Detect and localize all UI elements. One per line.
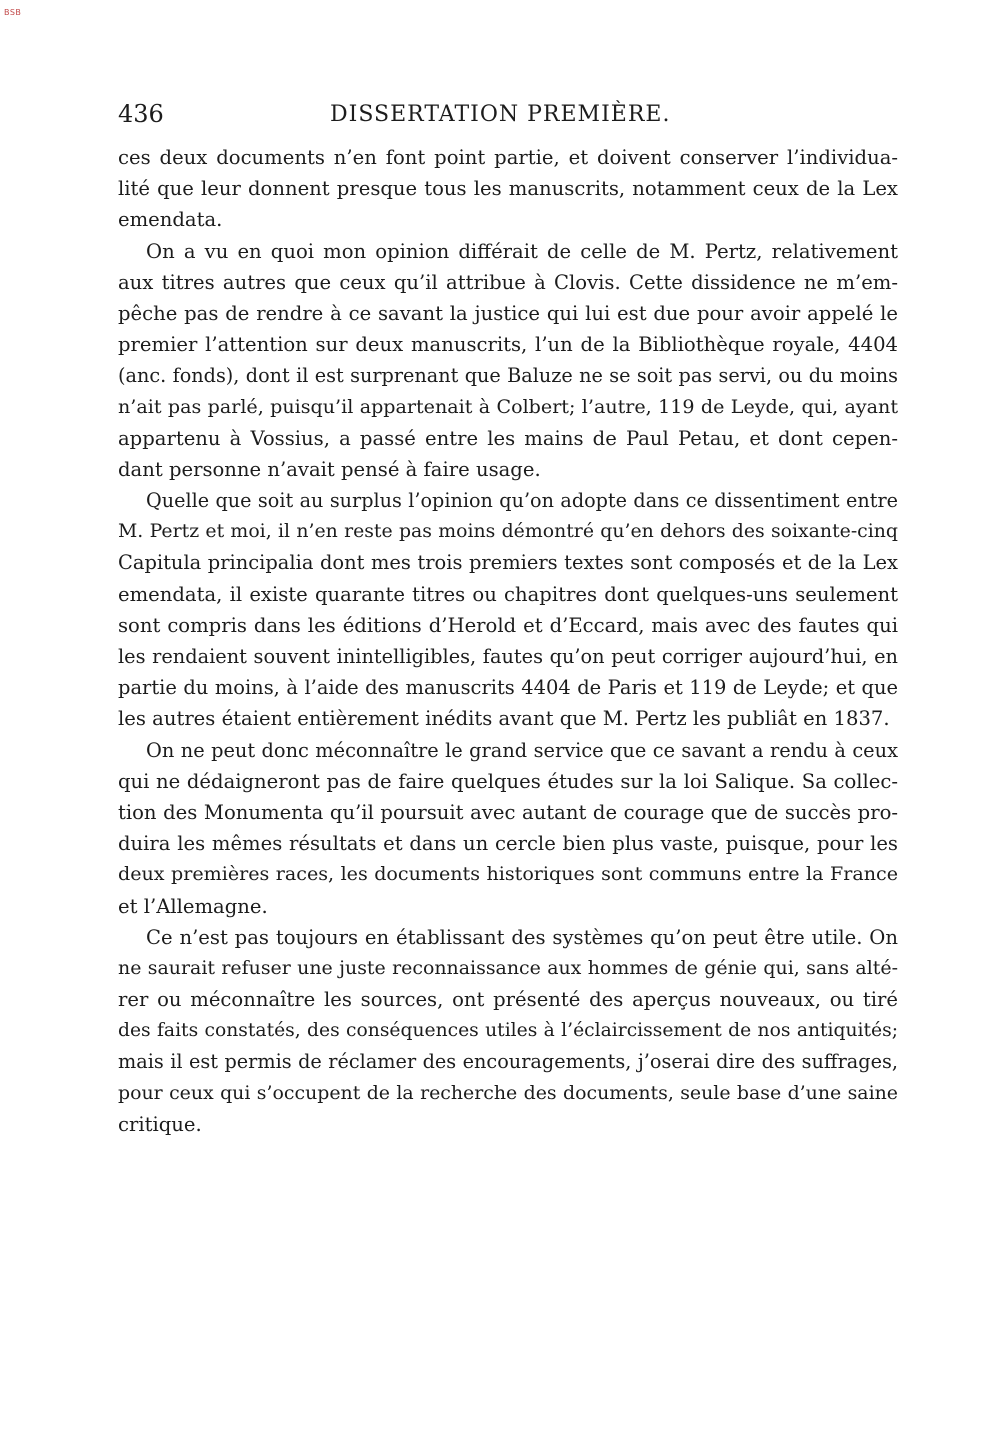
- text-line: lité que leur donnent presque tous les manuscrits, notamment ceux de la Lex: [118, 177, 898, 201]
- text-line: partie du moins, à l’aide des manuscrits 4404 de Paris et 119 de Leyde; et que: [118, 676, 898, 700]
- text-line: pêche pas de rendre à ce savant la justice qui lui est due pour avoir appelé le: [118, 301, 898, 325]
- text-line: Quelle que soit au surplus l’opinion qu’on adopte dans ce dissentiment entre: [146, 489, 898, 513]
- text-line: n’ait pas parlé, puisqu’il appartenait à Colbert; l’autre, 119 de Leyde, qui, ayant: [118, 395, 898, 418]
- text-line: Ce n’est pas toujours en établissant des systèmes qu’on peut être utile. On: [146, 925, 898, 949]
- text-line: pour ceux qui s’occupent de la recherche des documents, seule base d’une saine: [118, 1081, 898, 1104]
- text-line: On ne peut donc méconnaître le grand service que ce savant a rendu à ceux: [146, 738, 898, 762]
- text-line: (anc. fonds), dont il est surprenant que Baluze ne se soit pas servi, ou du moins: [118, 364, 898, 388]
- text-line: appartenu à Vossius, a passé entre les mains de Paul Petau, et dont cepen-: [118, 426, 898, 450]
- page-number: 436: [118, 100, 164, 128]
- text-line: tion des Monumenta qu’il poursuit avec autant de courage que de succès pro-: [118, 800, 898, 824]
- text-line: aux titres autres que ceux qu’il attribue à Clovis. Cette dissidence ne m’em-: [118, 270, 898, 294]
- text-line: les rendaient souvent inintelligibles, fautes qu’on peut corriger aujourd’hui, en: [118, 645, 898, 668]
- text-line: M. Pertz et moi, il n’en reste pas moins démontré qu’en dehors des soixante-cinq: [118, 520, 898, 543]
- text-line: premier l’attention sur deux manuscrits, l’un de la Bibliothèque royale, 4404: [118, 333, 898, 357]
- text-line: emendata, il existe quarante titres ou chapitres dont quelques-uns seulement: [118, 582, 898, 606]
- text-line: deux premières races, les documents historiques sont communs entre la France: [118, 863, 898, 886]
- text-line: ces deux documents n’en font point partie, et doivent conserver l’individua-: [118, 146, 898, 169]
- text-line: emendata.: [118, 208, 223, 232]
- text-line: Capitula principalia dont mes trois premiers textes sont composés et de la Lex: [118, 551, 898, 575]
- text-line: sont compris dans les éditions d’Herold et d’Eccard, mais avec des fautes qui: [118, 613, 898, 637]
- text-line: dant personne n’avait pensé à faire usage.: [118, 457, 541, 481]
- text-line: et l’Allemagne.: [118, 894, 268, 918]
- library-stamp: BSB: [4, 8, 22, 17]
- text-line: mais il est permis de réclamer des encouragements, j’oserai dire des suffrages,: [118, 1050, 898, 1074]
- text-line: ne saurait refuser une juste reconnaissance aux hommes de génie qui, sans alté-: [118, 956, 898, 979]
- page-header: [118, 100, 898, 140]
- running-head: DISSERTATION PREMIÈRE.: [330, 102, 671, 127]
- text-line: les autres étaient entièrement inédits avant que M. Pertz les publiât en 1837.: [118, 707, 890, 731]
- text-line: qui ne dédaigneront pas de faire quelques études sur la loi Salique. Sa collec-: [118, 769, 898, 793]
- text-line: duira les mêmes résultats et dans un cercle bien plus vaste, puisque, pour les: [118, 832, 898, 856]
- text-line: critique.: [118, 1112, 202, 1136]
- text-line: des faits constatés, des conséquences utiles à l’éclaircissement de nos antiquités;: [118, 1020, 898, 1042]
- text-line: rer ou méconnaître les sources, ont présenté des aperçus nouveaux, ou tiré: [118, 988, 898, 1012]
- body-text: [118, 142, 898, 1140]
- text-line: On a vu en quoi mon opinion différait de celle de M. Pertz, relativement: [146, 239, 898, 263]
